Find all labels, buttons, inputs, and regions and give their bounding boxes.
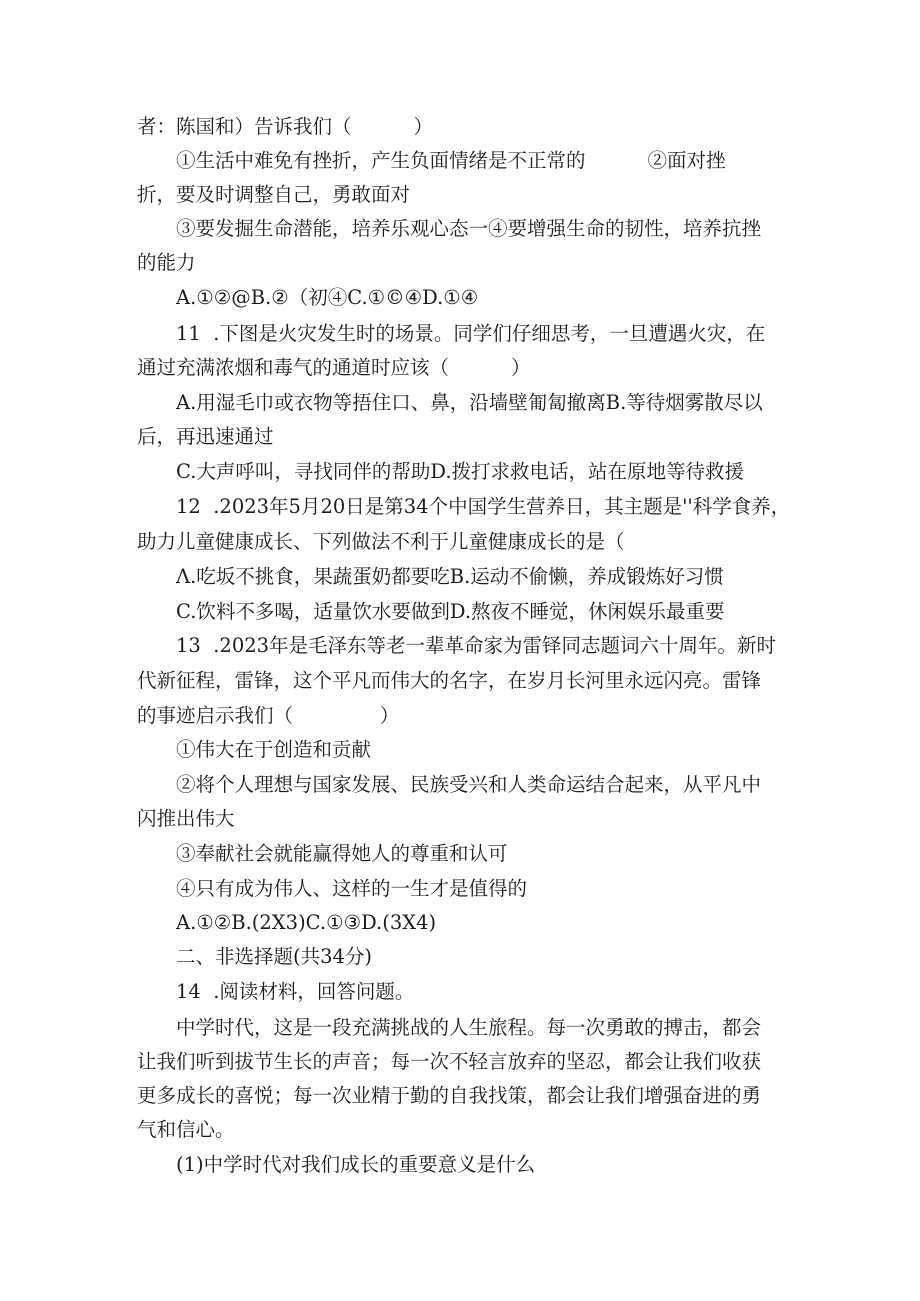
- question-11: 11 .下图是火灾发生时的场景。同学们仔细思考，一旦遭遇火灾，在: [176, 322, 766, 345]
- passage-line: 气和信心。: [137, 1118, 235, 1141]
- sub-question: (1)中学时代对我们成长的重要意义是什么: [176, 1153, 536, 1176]
- text-line: 代新征程，雷锋，这个平凡而伟大的名字，在岁月长河里永远闪亮。雷锋: [137, 669, 762, 692]
- text-line: 者：陈国和）告诉我们（ ）: [137, 115, 433, 138]
- option-line: ④只有成为伟人、这样的一生才是值得的: [176, 877, 528, 900]
- text-line: 通过充满浓烟和毒气的通道时应该（ ）: [137, 356, 531, 379]
- answer-choices: C.饮料不多喝，适量饮水要做到D.熬夜不睡觉，休闲娱乐最重要: [176, 600, 725, 623]
- text-line: 的事迹启示我们（ ）: [137, 704, 400, 727]
- question-14: 14 .阅读材料，回答问题。: [176, 980, 415, 1003]
- option-line: ①伟大在于创造和贡献: [176, 738, 372, 761]
- section-heading: 二、非选择题(共34分): [176, 945, 373, 968]
- passage-line: 中学时代，这是一段充满挑战的人生旅程。每一次勇敢的搏击，都会: [176, 1016, 762, 1039]
- answer-choices: A.①②B.(2X3)C.①③D.(3X4): [176, 911, 437, 934]
- text-line: 助力儿童健康成长、下列做法不利于儿童健康成长的是（: [137, 530, 625, 553]
- text-line: 的能力: [137, 251, 196, 274]
- text-line: 闪推出伟大: [137, 807, 235, 830]
- passage-line: 让我们听到拔节生长的声音；每一次不轻言放弃的坚忍，都会让我们收获: [137, 1050, 762, 1073]
- passage-line: 更多成长的喜悦；每一次业精于勤的自我找策，都会让我们增强奋进的勇: [137, 1084, 762, 1107]
- option-line: ③要发掘生命潜能，培养乐观心态一④要增强生命的韧性，培养抗挫: [176, 217, 762, 240]
- text-line: 后，再迅速通过: [137, 425, 274, 448]
- text-line: 折，要及时调整自己，勇敢面对: [137, 183, 411, 206]
- option-line: ①生活中难免有挫折，产生负面情绪是不正常的 ②面对挫: [176, 149, 726, 172]
- question-12: 12 .2023年5月20日是第34个中国学生营养日，其主题是''科学食养，: [176, 495, 791, 518]
- option-line: ③奉献社会就能赢得她人的尊重和认可: [176, 842, 508, 865]
- question-13: 13 .2023年是毛泽东等老一辈革命家为雷铎同志题词六十周年。新时: [176, 634, 777, 657]
- answer-choices: A.用湿毛巾或衣物等捂住口、鼻，沿墙壁匍匐撤离B.等待烟雾散尽以: [176, 391, 763, 414]
- answer-choices: C.大声呼叫，寻找同伴的帮助D.拨打求救电话，站在原地等待救援: [176, 460, 745, 483]
- option-line: ②将个人理想与国家发展、民族受兴和人类命运结合起来，从平凡中: [176, 773, 762, 796]
- answer-choices: Λ.吃坂不挑食，果蔬蛋奶都要吃B.运动不偷懒，养成锻炼好习惯: [176, 565, 724, 588]
- answer-choices: A.①②@B.②（初④C.①©④D.①④: [176, 286, 479, 309]
